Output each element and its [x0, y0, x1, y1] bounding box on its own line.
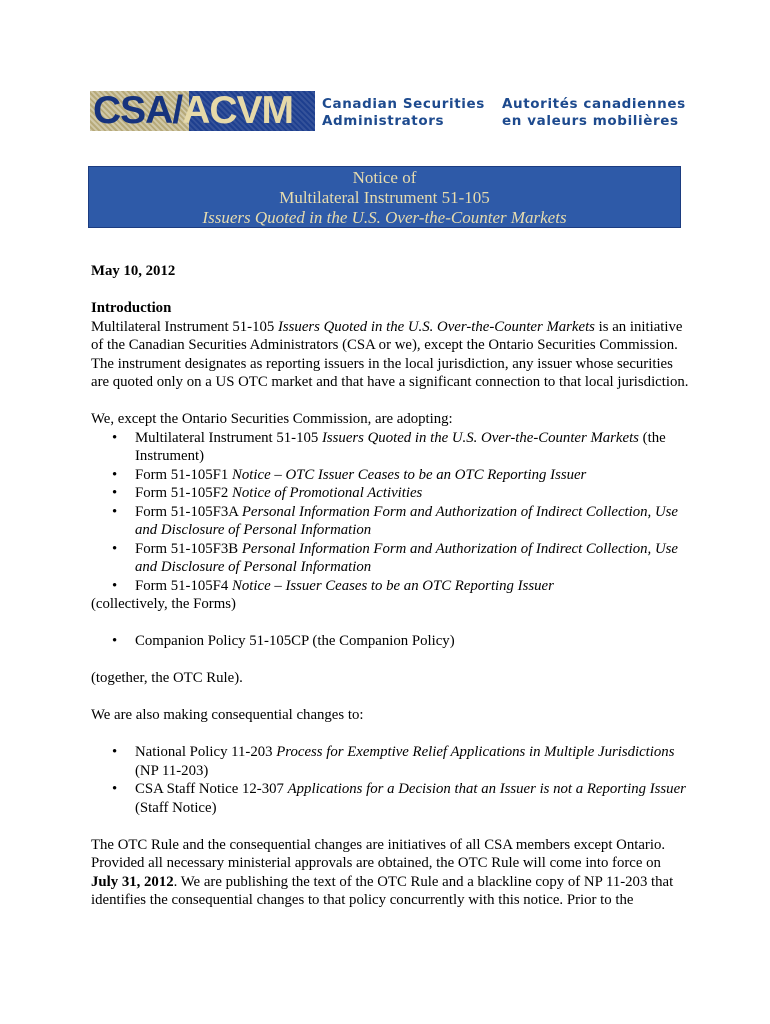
logo-acvm-text: ACVM [182, 89, 294, 132]
banner-line2: Multilateral Instrument 51-105 [279, 188, 490, 207]
intro-text-a: Multilateral Instrument 51-105 [91, 318, 278, 335]
intro-text-italic: Issuers Quoted in the U.S. Over-the-Counter Markets [277, 318, 595, 335]
consequential-list [91, 743, 691, 817]
intro-heading: Introduction [91, 300, 172, 316]
banner-line1: Notice of [352, 168, 417, 187]
list-item: • Form 51-105F3B Personal Information Form and Authorization of Indirect Collection, Use and Disclosure of Personal Information [91, 540, 691, 577]
adopting-lead: We, except the Ontario Securities Commission, are adopting: [91, 411, 453, 427]
consequential-lead: We are also making consequential changes to: [91, 707, 364, 723]
closing-text-b: . We are publishing the text of the OTC Rule and a blackline copy of NP 11-203 that identifies the consequential changes to that policy concurrently with this notice. Prior to the [91, 873, 674, 908]
document-body [91, 262, 691, 928]
logo-csa-text: CSA [93, 89, 173, 132]
effective-date: July 31, 2012 [91, 873, 174, 890]
list-item: • Form 51-105F2 Notice of Promotional Activities [91, 484, 691, 503]
org-name-french [502, 96, 686, 130]
intro-paragraph [91, 318, 691, 392]
together-note: (together, the OTC Rule). [91, 670, 243, 686]
list-item: • Multilateral Instrument 51-105 Issuers Quoted in the U.S. Over-the-Counter Markets (the Instrument) [91, 429, 691, 466]
notice-date: May 10, 2012 [91, 263, 176, 279]
banner-subtitle: Issuers Quoted in the U.S. Over-the-Counter Markets [202, 208, 567, 227]
list-item: • Form 51-105F4 Notice – Issuer Ceases to be an OTC Reporting Issuer [91, 577, 691, 596]
org-fr-line2: en valeurs mobilières [502, 113, 679, 129]
title-banner [88, 166, 681, 228]
closing-paragraph [91, 836, 691, 910]
list-item: • National Policy 11-203 Process for Exemptive Relief Applications in Multiple Jurisdictions (NP 11-203) [91, 743, 691, 780]
org-fr-line1: Autorités canadiennes [502, 96, 686, 112]
adopting-list [91, 429, 691, 596]
intro-text-c: is an initiative of the Canadian Securities Administrators (CSA or we), except the Ontario Securities Commission. The instrument designates as reporting issuers in the local jurisdiction, any issuer whose securities are quoted only on a US OTC market and that have a significant connection to that local jurisdiction. [91, 318, 689, 390]
org-en-line2: Administrators [322, 113, 445, 129]
org-en-line1: Canadian Securities [322, 96, 485, 112]
document-header [90, 91, 690, 131]
list-item: • CSA Staff Notice 12-307 Applications for a Decision that an Issuer is not a Reporting Issuer (Staff Notice) [91, 780, 691, 817]
collectively-note: (collectively, the Forms) [91, 596, 236, 612]
csa-acvm-logo [90, 91, 315, 131]
companion-list [91, 632, 691, 651]
logo-lettering: CSA/ACVM [93, 89, 294, 132]
list-item: • Form 51-105F1 Notice – OTC Issuer Ceases to be an OTC Reporting Issuer [91, 466, 691, 485]
list-item: • Companion Policy 51-105CP (the Companion Policy) [91, 632, 691, 651]
list-item: • Form 51-105F3A Personal Information Form and Authorization of Indirect Collection, Use and Disclosure of Personal Information [91, 503, 691, 540]
closing-text-a: The OTC Rule and the consequential changes are initiatives of all CSA members except Ontario. Provided all necessary ministerial approvals are obtained, the OTC Rule will come into force on [91, 836, 666, 871]
org-name-english [322, 96, 485, 130]
